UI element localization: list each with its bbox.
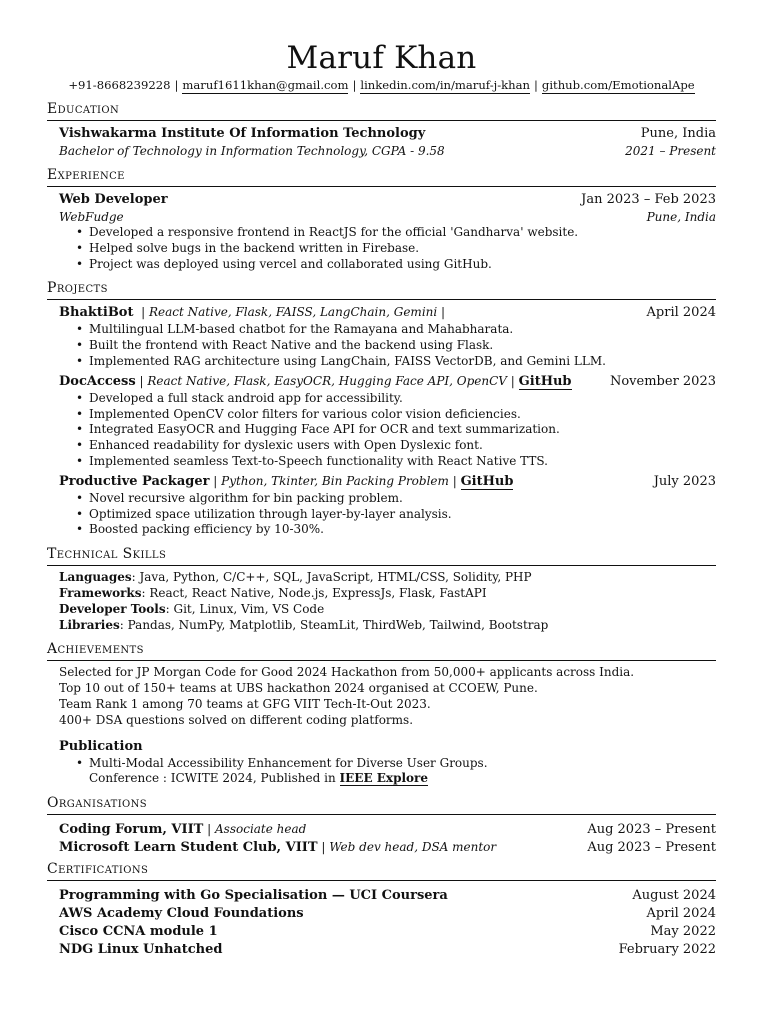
list-item: • Built the frontend with React Native and the backend using Flask. — [89, 338, 716, 354]
email-link[interactable]: maruf1611khan@gmail.com — [182, 78, 349, 92]
project-heading: DocAccess | React Native, Flask, EasyOCR, Hugging Face API, OpenCV | GitHub — [59, 373, 572, 389]
organisation-row — [47, 839, 716, 857]
ieee-explore-link[interactable]: IEEE Explore — [339, 771, 428, 786]
organisation-name: Microsoft Learn Student Club, VIIT — [59, 840, 318, 856]
list-item: • Implemented OpenCV color filters for various color vision deficiencies. — [89, 407, 716, 423]
company-name: WebFudge — [59, 210, 124, 224]
list-item: • Optimized space utilization through layer-by-layer analysis. — [89, 507, 716, 523]
organisations-section — [47, 795, 716, 857]
skills-section — [47, 546, 716, 633]
project-stack: Python, Tkinter, Bin Packing Problem — [221, 473, 449, 488]
project-bullets — [47, 322, 716, 369]
organisation-role: Web dev head, DSA mentor — [329, 840, 497, 855]
project-stack: React Native, Flask, FAISS, LangChain, Gemini — [148, 305, 438, 320]
organisation-dates: Aug 2023 – Present — [587, 822, 716, 838]
section-title-certifications: Certifications — [47, 861, 716, 881]
skill-label: Frameworks — [59, 585, 142, 600]
education-dates: 2021 – Present — [625, 144, 716, 158]
certification-name: NDG Linux Unhatched — [59, 942, 223, 958]
skill-label: Developer Tools — [59, 601, 166, 616]
school-location: Pune, India — [640, 126, 716, 141]
skill-line — [47, 618, 716, 634]
job-location: Pune, India — [646, 210, 716, 224]
achievements-section — [47, 641, 716, 787]
list-item: • Helped solve bugs in the backend written in Firebase. — [89, 241, 716, 257]
section-title-education: Education — [47, 101, 716, 121]
skill-label: Libraries — [59, 617, 120, 632]
job-role: Web Developer — [59, 192, 168, 207]
list-item: • Implemented RAG architecture using LangChain, FAISS VectorDB, and Gemini LLM. — [89, 354, 716, 370]
certification-name: Cisco CCNA module 1 — [59, 924, 218, 940]
project-row-bhaktibot — [47, 304, 716, 322]
skill-value: : Java, Python, C/C++, SQL, JavaScript, HTML/CSS, Solidity, PHP — [131, 570, 532, 585]
certification-name: Programming with Go Specialisation — UCI Coursera — [59, 888, 448, 904]
publication-label: Publication — [59, 738, 143, 754]
degree: Bachelor of Technology in Information Technology, CGPA - 9.58 — [59, 144, 445, 158]
skill-value: : Pandas, NumPy, Matplotlib, SteamLit, ThirdWeb, Tailwind, Bootstrap — [119, 617, 549, 632]
list-item: • Multi-Modal Accessibility Enhancement for Diverse User Groups. — [89, 756, 716, 772]
project-date: November 2023 — [609, 373, 716, 389]
project-name: Productive Packager — [59, 473, 210, 489]
github-project-link[interactable]: GitHub — [460, 473, 514, 489]
achievement-line: 400+ DSA questions solved on different coding platforms. — [59, 712, 414, 727]
achievement-line: Selected for JP Morgan Code for Good 2024 Hackathon from 50,000+ applicants across India. — [59, 665, 635, 680]
list-item: • Boosted packing efficiency by 10-30%. — [89, 522, 716, 538]
project-row-productive-packager — [47, 473, 716, 491]
phone-number: +91-8668239228 — [68, 78, 171, 92]
project-stack: React Native, Flask, EasyOCR, Hugging Face API, OpenCV — [147, 373, 507, 388]
project-name: BhaktiBot — [59, 305, 134, 321]
skill-line — [47, 570, 716, 586]
separator: | — [352, 78, 357, 92]
list-item: • Project was deployed using vercel and collaborated using GitHub. — [89, 257, 716, 273]
projects-section — [47, 280, 716, 538]
school-name: Vishwakarma Institute Of Information Technology — [59, 126, 426, 141]
candidate-name: Maruf Khan — [286, 40, 477, 76]
certification-row — [47, 941, 716, 959]
certification-row — [47, 887, 716, 905]
project-bullets — [47, 491, 716, 538]
project-bullets — [47, 391, 716, 470]
section-title-skills: Technical Skills — [47, 546, 716, 566]
section-title-experience: Experience — [47, 167, 716, 187]
experience-row — [47, 191, 716, 209]
achievement-line: Top 10 out of 150+ teams at UBS hackathon 2024 organised at CCOEW, Pune. — [59, 681, 538, 696]
project-date: April 2024 — [646, 305, 716, 321]
list-item: • Enhanced readability for dyslexic users with Open Dyslexic font. — [89, 438, 716, 454]
project-name: DocAccess — [59, 373, 136, 389]
separator: | — [534, 78, 538, 92]
certifications-section — [47, 861, 716, 959]
list-item: • Implemented seamless Text-to-Speech functionality with React Native TTS. — [89, 454, 716, 470]
section-title-projects: Projects — [47, 280, 716, 300]
organisation-heading: Microsoft Learn Student Club, VIIT | Web dev head, DSA mentor — [59, 840, 497, 856]
certification-date: February 2022 — [618, 942, 716, 958]
certification-date: April 2024 — [646, 906, 716, 922]
project-date: July 2023 — [653, 473, 716, 489]
skill-value: : React, React Native, Node.js, ExpressJs, Flask, FastAPI — [141, 585, 487, 600]
experience-detail-row — [47, 209, 716, 225]
organisation-role: Associate head — [215, 822, 307, 837]
certification-date: August 2024 — [632, 888, 716, 904]
list-item: • Integrated EasyOCR and Hugging Face API for OCR and text summarization. — [89, 422, 716, 438]
conference-text: Conference : ICWITE 2024, Published in — [89, 771, 336, 786]
list-item: • Multilingual LLM-based chatbot for the Ramayana and Mahabharata. — [89, 322, 716, 338]
education-row — [47, 125, 716, 143]
section-title-achievements: Achievements — [47, 641, 716, 661]
organisation-row — [47, 821, 716, 839]
education-section — [47, 101, 716, 159]
list-item: • Developed a full stack android app for accessibility. — [89, 391, 716, 407]
github-project-link[interactable]: GitHub — [518, 373, 572, 389]
organisation-heading: Coding Forum, VIIT | Associate head — [59, 822, 307, 838]
project-heading: Productive Packager | Python, Tkinter, Bin Packing Problem | GitHub — [59, 473, 514, 489]
job-dates: Jan 2023 – Feb 2023 — [581, 192, 716, 207]
certification-date: May 2022 — [650, 924, 716, 940]
experience-section — [47, 167, 716, 272]
skill-label: Languages — [59, 570, 132, 585]
contact-line — [47, 77, 716, 93]
publication-bullets — [47, 756, 716, 772]
project-row-docaccess — [47, 373, 716, 391]
list-item: • Developed a responsive frontend in ReactJS for the official 'Gandharva' website. — [89, 225, 716, 241]
organisation-dates: Aug 2023 – Present — [587, 840, 716, 856]
project-heading: BhaktiBot | React Native, Flask, FAISS, LangChain, Gemini | — [59, 305, 446, 321]
section-title-organisations: Organisations — [47, 795, 716, 815]
skill-line — [47, 602, 716, 618]
education-detail-row — [47, 143, 716, 159]
skill-value: : Git, Linux, Vim, VS Code — [165, 601, 325, 616]
organisation-name: Coding Forum, VIIT — [59, 822, 204, 838]
skill-line — [47, 586, 716, 602]
github-link[interactable]: github.com/EmotionalApe — [541, 78, 695, 92]
publication-conference — [47, 771, 716, 787]
linkedin-link[interactable]: linkedin.com/in/maruf-j-khan — [360, 78, 530, 92]
certification-row — [47, 905, 716, 923]
achievement-line: Team Rank 1 among 70 teams at GFG VIIT Tech-It-Out 2023. — [59, 696, 431, 711]
list-item: • Novel recursive algorithm for bin packing problem. — [89, 491, 716, 507]
separator: | — [174, 78, 179, 92]
experience-bullets — [47, 225, 716, 272]
certification-row — [47, 923, 716, 941]
certification-name: AWS Academy Cloud Foundations — [59, 906, 304, 922]
